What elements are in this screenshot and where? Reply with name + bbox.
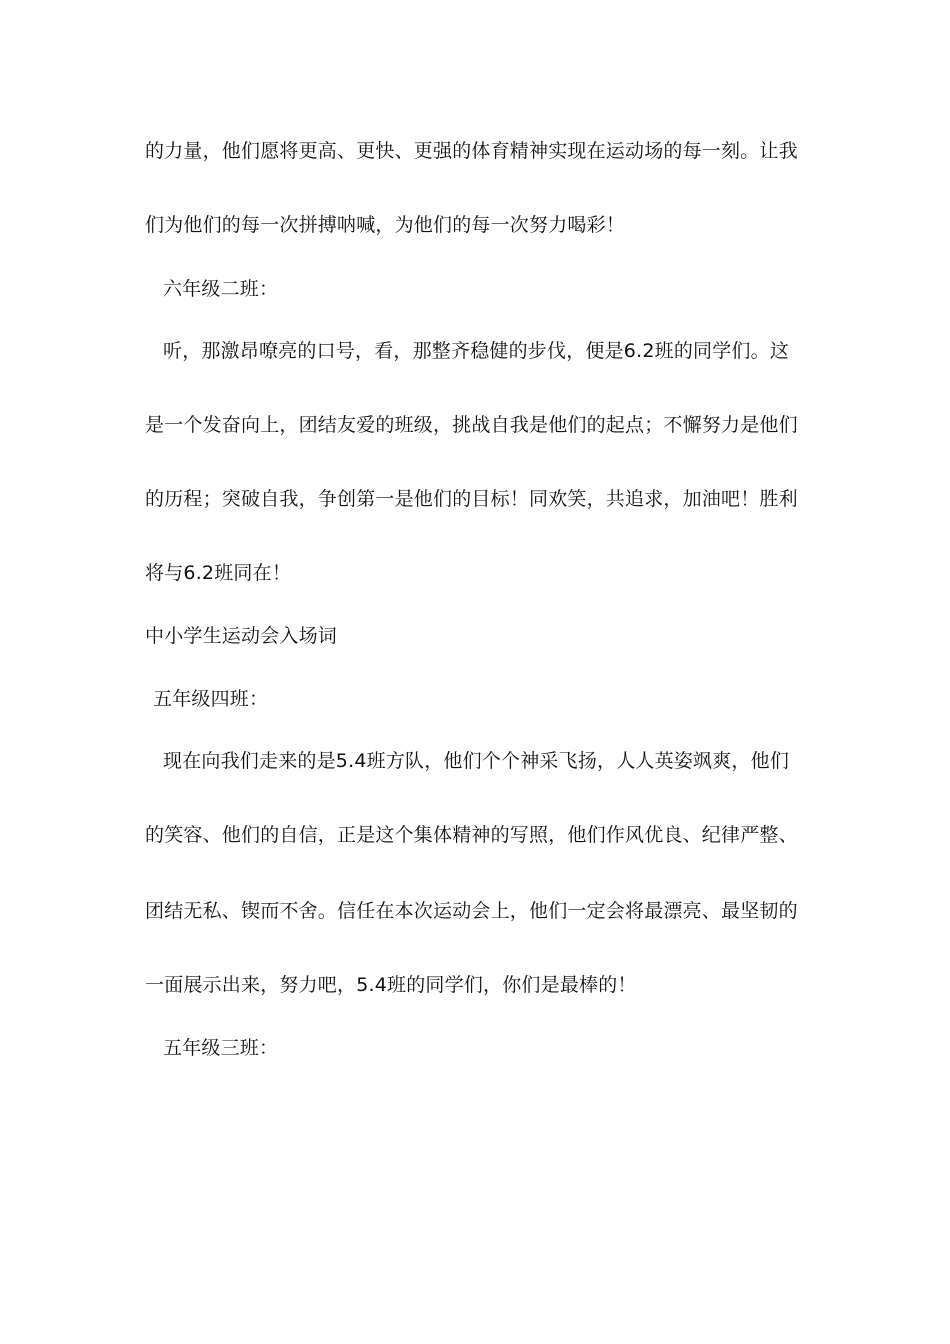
document-title: 中小学生运动会入场词 <box>145 625 338 647</box>
paragraph-line: 的历程；突破自我，争创第一是他们的目标！同欢笑，共追求，加油吧！胜利 <box>145 488 798 510</box>
paragraph-line: 团结无私、锲而不舍。信任在本次运动会上，他们一定会将最漂亮、最坚韧的 <box>145 900 798 922</box>
section-heading-grade6-class2: 六年级二班： <box>163 278 279 300</box>
paragraph-line: 一面展示出来，努力吧，5.4班的同学们，你们是最棒的！ <box>145 974 637 996</box>
paragraph-line: 们为他们的每一次拼搏呐喊，为他们的每一次努力喝彩！ <box>145 214 626 236</box>
paragraph-line: 将与6.2班同在！ <box>145 562 292 584</box>
section-heading-grade5-class4: 五年级四班： <box>153 688 269 710</box>
section-heading-grade5-class3: 五年级三班： <box>163 1037 279 1059</box>
paragraph-line: 的力量，他们愿将更高、更快、更强的体育精神实现在运动场的每一刻。让我 <box>145 140 798 162</box>
paragraph-line: 是一个发奋向上，团结友爱的班级，挑战自我是他们的起点；不懈努力是他们 <box>145 414 798 436</box>
paragraph-line: 现在向我们走来的是5.4班方队，他们个个神采飞扬，人人英姿飒爽，他们 <box>163 750 790 772</box>
paragraph-line: 听，那激昂嘹亮的口号，看，那整齐稳健的步伐，便是6.2班的同学们。这 <box>163 340 790 362</box>
paragraph-line: 的笑容、他们的自信，正是这个集体精神的写照，他们作风优良、纪律严整、 <box>145 824 798 846</box>
